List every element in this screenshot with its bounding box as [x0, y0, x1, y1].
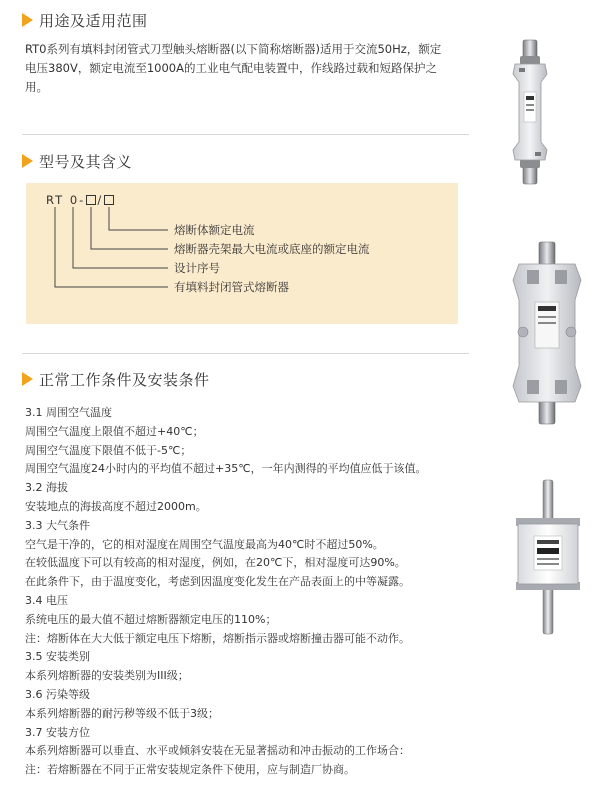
- fuse-image-3: [510, 478, 586, 636]
- model-dash: -: [79, 193, 86, 207]
- model-meaning-4: 有填料封闭管式熔断器: [174, 280, 289, 294]
- usage-paragraph: RT0系列有填料封闭管式刀型触头熔断器(以下简称熔断器)适用于交流50Hz，额定电压380V，额定电流至1000A的工业电气配电装置中，作线路过载和短路保护之用。: [25, 42, 442, 94]
- condition-line: 在此条件下，由于温度变化，考虑到因温度变化发生在产品表面上的中等凝露。: [25, 575, 410, 589]
- condition-line: 3.6 污染等级: [25, 687, 90, 701]
- condition-line: 3.2 海拔: [25, 481, 68, 495]
- condition-line: 注：熔断体在大大低于额定电压下熔断，熔断指示器或熔断撞击器可能不动作。: [25, 631, 410, 645]
- conditions-list: [25, 404, 465, 780]
- condition-line: 3.7 安装方位: [25, 725, 90, 739]
- section-model-title: 型号及其含义: [39, 152, 133, 171]
- condition-line: 本系列熔断器的安装类别为III级；: [25, 669, 189, 683]
- divider: [22, 134, 469, 135]
- condition-line: 空气是干净的，它的相对湿度在周围空气温度最高为40℃时不超过50%。: [25, 537, 384, 551]
- condition-line: 3.5 安装类别: [25, 650, 90, 664]
- condition-line: 周围空气温度下限值不低于-5℃；: [25, 443, 192, 457]
- section-conditions-title: 正常工作条件及安装条件: [39, 370, 210, 389]
- fuse-image-1: [505, 38, 555, 186]
- condition-line: 3.4 电压: [25, 593, 68, 607]
- condition-line: 周围空气温度24小时内的平均值不超过+35℃，一年内测得的平均值应低于该值。: [25, 462, 427, 476]
- condition-line: 本系列熔断器可以垂直、水平或倾斜安装在无显著摇动和冲击振动的工作场合：: [25, 744, 410, 758]
- triangle-bullet-icon: [22, 372, 33, 386]
- condition-line: 在较低温度下可以有较高的相对湿度，例如，在20℃下，相对湿度可达90%。: [25, 556, 406, 570]
- section-model-header: [0, 143, 132, 179]
- condition-line: 注：若熔断器在不同于正常安装规定条件下使用，应与制造厂协商。: [25, 763, 355, 777]
- condition-line: 3.3 大气条件: [25, 518, 90, 532]
- model-prefix: RT: [46, 193, 65, 207]
- model-meaning-2: 熔断器壳架最大电流或底座的额定电流: [174, 242, 370, 256]
- model-digit: 0: [69, 193, 80, 207]
- triangle-bullet-icon: [22, 154, 33, 168]
- divider: [22, 353, 469, 354]
- section-conditions-header: [0, 361, 210, 397]
- model-slash: /: [97, 193, 104, 207]
- condition-line: 3.1 周围空气温度: [25, 406, 112, 419]
- model-meaning-3: 设计序号: [174, 261, 220, 275]
- condition-line: 系统电压的最大值不超过熔断器额定电压的110%；: [25, 612, 277, 626]
- condition-line: 安装地点的海拔高度不超过2000m。: [25, 499, 207, 513]
- condition-line: 本系列熔断器的耐污秽等级不低于3级；: [25, 706, 219, 720]
- fuse-image-2: [505, 240, 589, 426]
- condition-line: 周围空气温度上限值不超过+40℃；: [25, 424, 204, 438]
- model-meaning-1: 熔断体额定电流: [174, 223, 255, 237]
- section-usage-header: [0, 2, 148, 38]
- triangle-bullet-icon: [22, 13, 33, 27]
- model-explanation-box: [26, 183, 458, 324]
- section-usage-title: 用途及适用范围: [39, 11, 148, 30]
